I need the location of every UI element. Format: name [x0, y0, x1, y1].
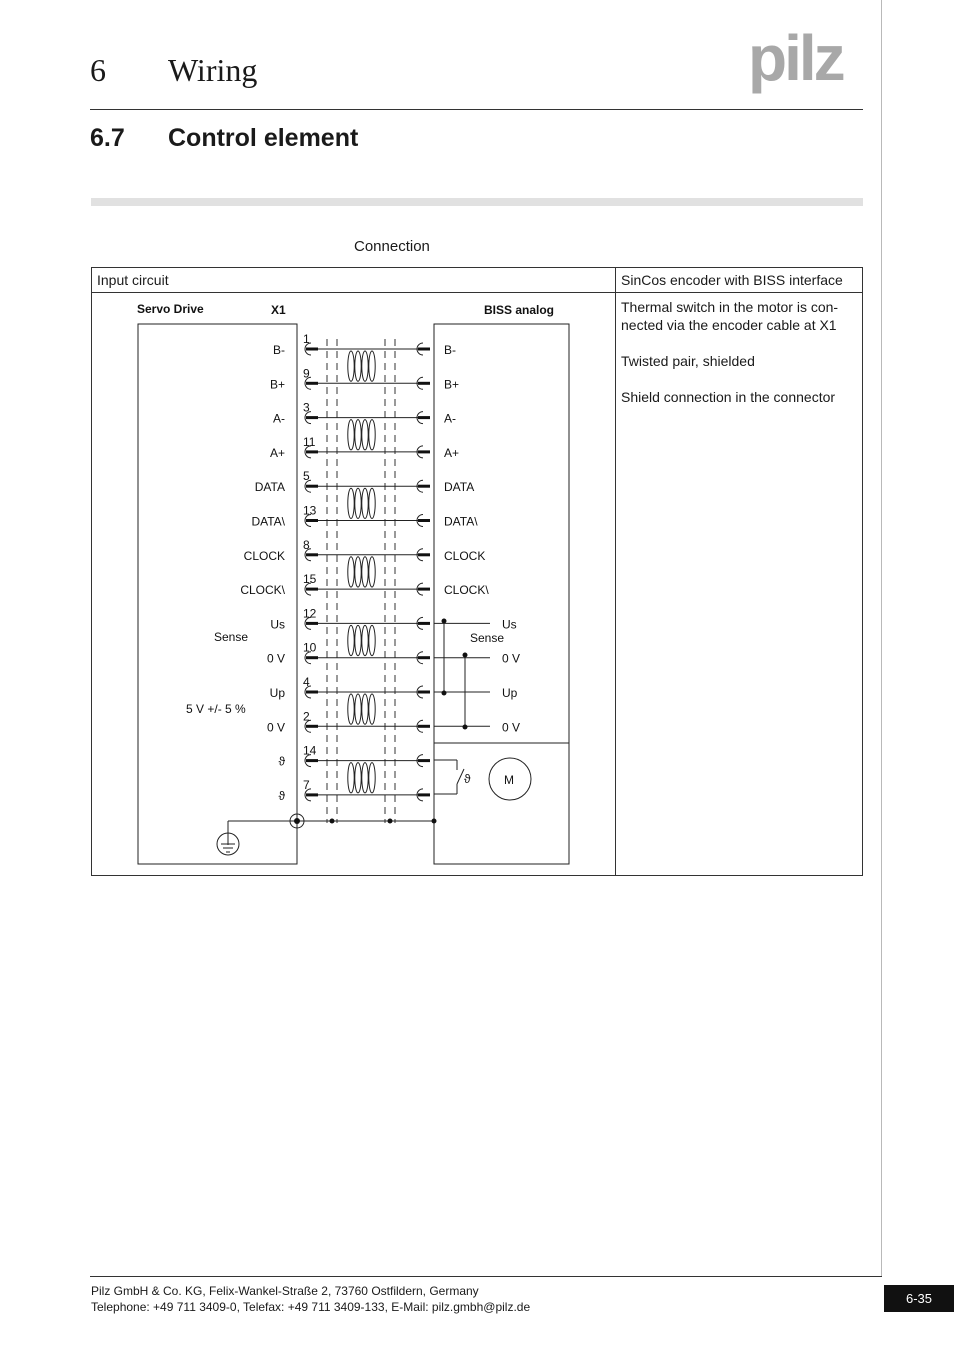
twisted-pair-coil	[369, 763, 375, 793]
pin-plug	[306, 519, 318, 522]
junction-dot	[442, 619, 447, 624]
twisted-pair-coil	[362, 694, 368, 724]
right-signal-label: A-	[444, 411, 456, 426]
page-number: 6-35	[884, 1285, 954, 1312]
pin-number: 9	[303, 366, 310, 381]
separator-bar	[91, 198, 863, 206]
pin-plug	[418, 553, 430, 556]
chapter-number: 6	[90, 52, 106, 88]
pin-plug	[306, 793, 318, 796]
pin-plug	[418, 450, 430, 453]
right-signal-label: CLOCK	[444, 548, 486, 563]
left-signal-label: 0 V	[266, 720, 285, 735]
section-title: Control element	[168, 124, 359, 152]
right-signal-label: CLOCK\	[444, 583, 489, 598]
wiring-diagram	[92, 293, 605, 872]
pin-number: 4	[303, 675, 310, 689]
twisted-pair-coil	[355, 488, 361, 518]
twisted-pair-coil	[355, 694, 361, 724]
twisted-pair-coil	[348, 625, 354, 655]
section-number: 6.7	[90, 124, 125, 152]
description-cell	[616, 293, 863, 876]
junction-dot	[463, 653, 468, 658]
thermal-switch	[457, 769, 464, 784]
pin-plug	[418, 382, 430, 385]
footer-rule	[90, 1276, 882, 1277]
left-signal-label: Up	[269, 686, 285, 700]
twisted-pair-coil	[362, 351, 368, 381]
pin-plug	[418, 519, 430, 522]
pin-plug	[418, 793, 430, 796]
twisted-pair-coil	[355, 625, 361, 655]
sense-left-label: Sense	[214, 630, 249, 644]
right-signal-label: B-	[444, 343, 456, 357]
pin-plug	[306, 656, 318, 659]
pin-plug	[306, 450, 318, 453]
left-signal-label: B+	[269, 377, 285, 392]
pin-number: 13	[303, 503, 317, 518]
pin-number: 10	[303, 640, 317, 655]
footer-address: Pilz GmbH & Co. KG, Felix-Wankel-Straße 2, 73760 Ostfildern, Germany	[91, 1284, 479, 1298]
left-signal-label: DATA	[254, 480, 285, 495]
description-thermal: Thermal switch in the motor is con-nected via the encoder cable at X1	[621, 299, 839, 333]
junction-dot	[432, 819, 437, 824]
pilz-logo: pilz	[748, 22, 843, 94]
junction-dot	[463, 725, 468, 730]
pin-number: 1	[303, 332, 310, 346]
pin-plug	[306, 725, 318, 728]
right-signal-label: A+	[444, 445, 460, 460]
right-signal-label: DATA	[444, 480, 475, 495]
twisted-pair-coil	[362, 625, 368, 655]
supply-label: 5 V +/- 5 %	[186, 702, 246, 716]
twisted-pair-coil	[355, 557, 361, 587]
right-signal-label: Up	[502, 686, 518, 700]
twisted-pair-coil	[355, 763, 361, 793]
pin-number: 7	[303, 777, 310, 792]
twisted-pair-coil	[369, 420, 375, 450]
header-rule	[90, 109, 863, 110]
pin-plug	[306, 553, 318, 556]
left-signal-label: Us	[270, 617, 285, 632]
junction-dot	[388, 819, 393, 824]
pin-number: 11	[303, 434, 316, 449]
junction-dot	[330, 819, 335, 824]
footer-contact: Telephone: +49 711 3409-0, Telefax: +49 711 3409-133, E-Mail: pilz.gmbh@pilz.de	[91, 1300, 531, 1314]
pin-number: 3	[303, 400, 310, 415]
servo-drive-title: Servo Drive	[137, 302, 204, 316]
left-signal-label: B-	[273, 343, 285, 357]
chapter-title: Wiring	[168, 52, 258, 88]
pin-number: 8	[303, 537, 310, 552]
twisted-pair-coil	[369, 625, 375, 655]
right-signal-label: DATA\	[444, 514, 478, 529]
biss-title: BISS analog	[484, 303, 555, 317]
pin-plug	[418, 725, 430, 728]
margin-line	[881, 0, 882, 1276]
twisted-pair-coil	[369, 694, 375, 724]
connection-table	[91, 267, 863, 876]
header-input-circuit: Input circuit	[92, 268, 616, 293]
junction-dot	[442, 691, 447, 696]
left-signal-label: 0 V	[266, 651, 285, 666]
twisted-pair-coil	[348, 763, 354, 793]
twisted-pair-coil	[369, 557, 375, 587]
x1-title: X1	[271, 303, 286, 317]
twisted-pair-coil	[348, 488, 354, 518]
pin-plug	[418, 656, 430, 659]
pin-plug	[306, 759, 318, 762]
twisted-pair-coil	[355, 351, 361, 381]
thermal-symbol: ϑ	[464, 772, 471, 786]
pin-plug	[418, 759, 430, 762]
pin-number: 15	[303, 572, 317, 587]
right-signal-label: 0 V	[502, 720, 521, 735]
left-signal-label: A-	[273, 411, 285, 426]
pin-plug	[306, 622, 318, 625]
pin-number: 2	[303, 709, 310, 724]
twisted-pair-coil	[369, 351, 375, 381]
sense-right-label: Sense	[470, 631, 505, 645]
twisted-pair-coil	[362, 488, 368, 518]
left-signal-label: DATA\	[251, 514, 285, 529]
diagram-cell	[92, 293, 616, 876]
twisted-pair-coil	[348, 420, 354, 450]
twisted-pair-coil	[348, 694, 354, 724]
pin-plug	[306, 588, 318, 591]
pin-number: 5	[303, 469, 310, 484]
left-signal-label: CLOCK\	[240, 583, 285, 598]
twisted-pair-coil	[348, 557, 354, 587]
twisted-pair-coil	[362, 557, 368, 587]
pin-plug	[418, 622, 430, 625]
left-signal-label: CLOCK	[243, 548, 285, 563]
header-encoder: SinCos encoder with BISS interface	[616, 268, 863, 293]
twisted-pair-coil	[362, 420, 368, 450]
twisted-pair-coil	[362, 763, 368, 793]
pin-number: 12	[303, 606, 317, 621]
right-signal-label: B+	[444, 377, 460, 392]
pin-plug	[418, 691, 430, 694]
pin-plug	[306, 691, 318, 694]
motor-label: M	[504, 773, 514, 787]
pin-plug	[418, 485, 430, 488]
twisted-pair-coil	[348, 351, 354, 381]
description-shield: Shield connection in the connector	[621, 389, 836, 405]
twisted-pair-coil	[369, 488, 375, 518]
left-signal-label: ϑ	[278, 754, 285, 769]
twisted-pair-coil	[355, 420, 361, 450]
left-signal-label: ϑ	[278, 788, 285, 803]
pin-number: 14	[303, 743, 317, 758]
pin-plug	[418, 416, 430, 419]
right-signal-label: 0 V	[502, 651, 521, 666]
pin-plug	[306, 416, 318, 419]
pin-plug	[418, 348, 430, 351]
description-twisted: Twisted pair, shielded	[621, 353, 755, 369]
pin-plug	[418, 588, 430, 591]
table-caption: Connection	[354, 238, 430, 255]
right-signal-label: Us	[502, 617, 517, 632]
pin-plug	[306, 485, 318, 488]
pin-plug	[306, 348, 318, 351]
pin-plug	[306, 382, 318, 385]
left-signal-label: A+	[269, 445, 285, 460]
